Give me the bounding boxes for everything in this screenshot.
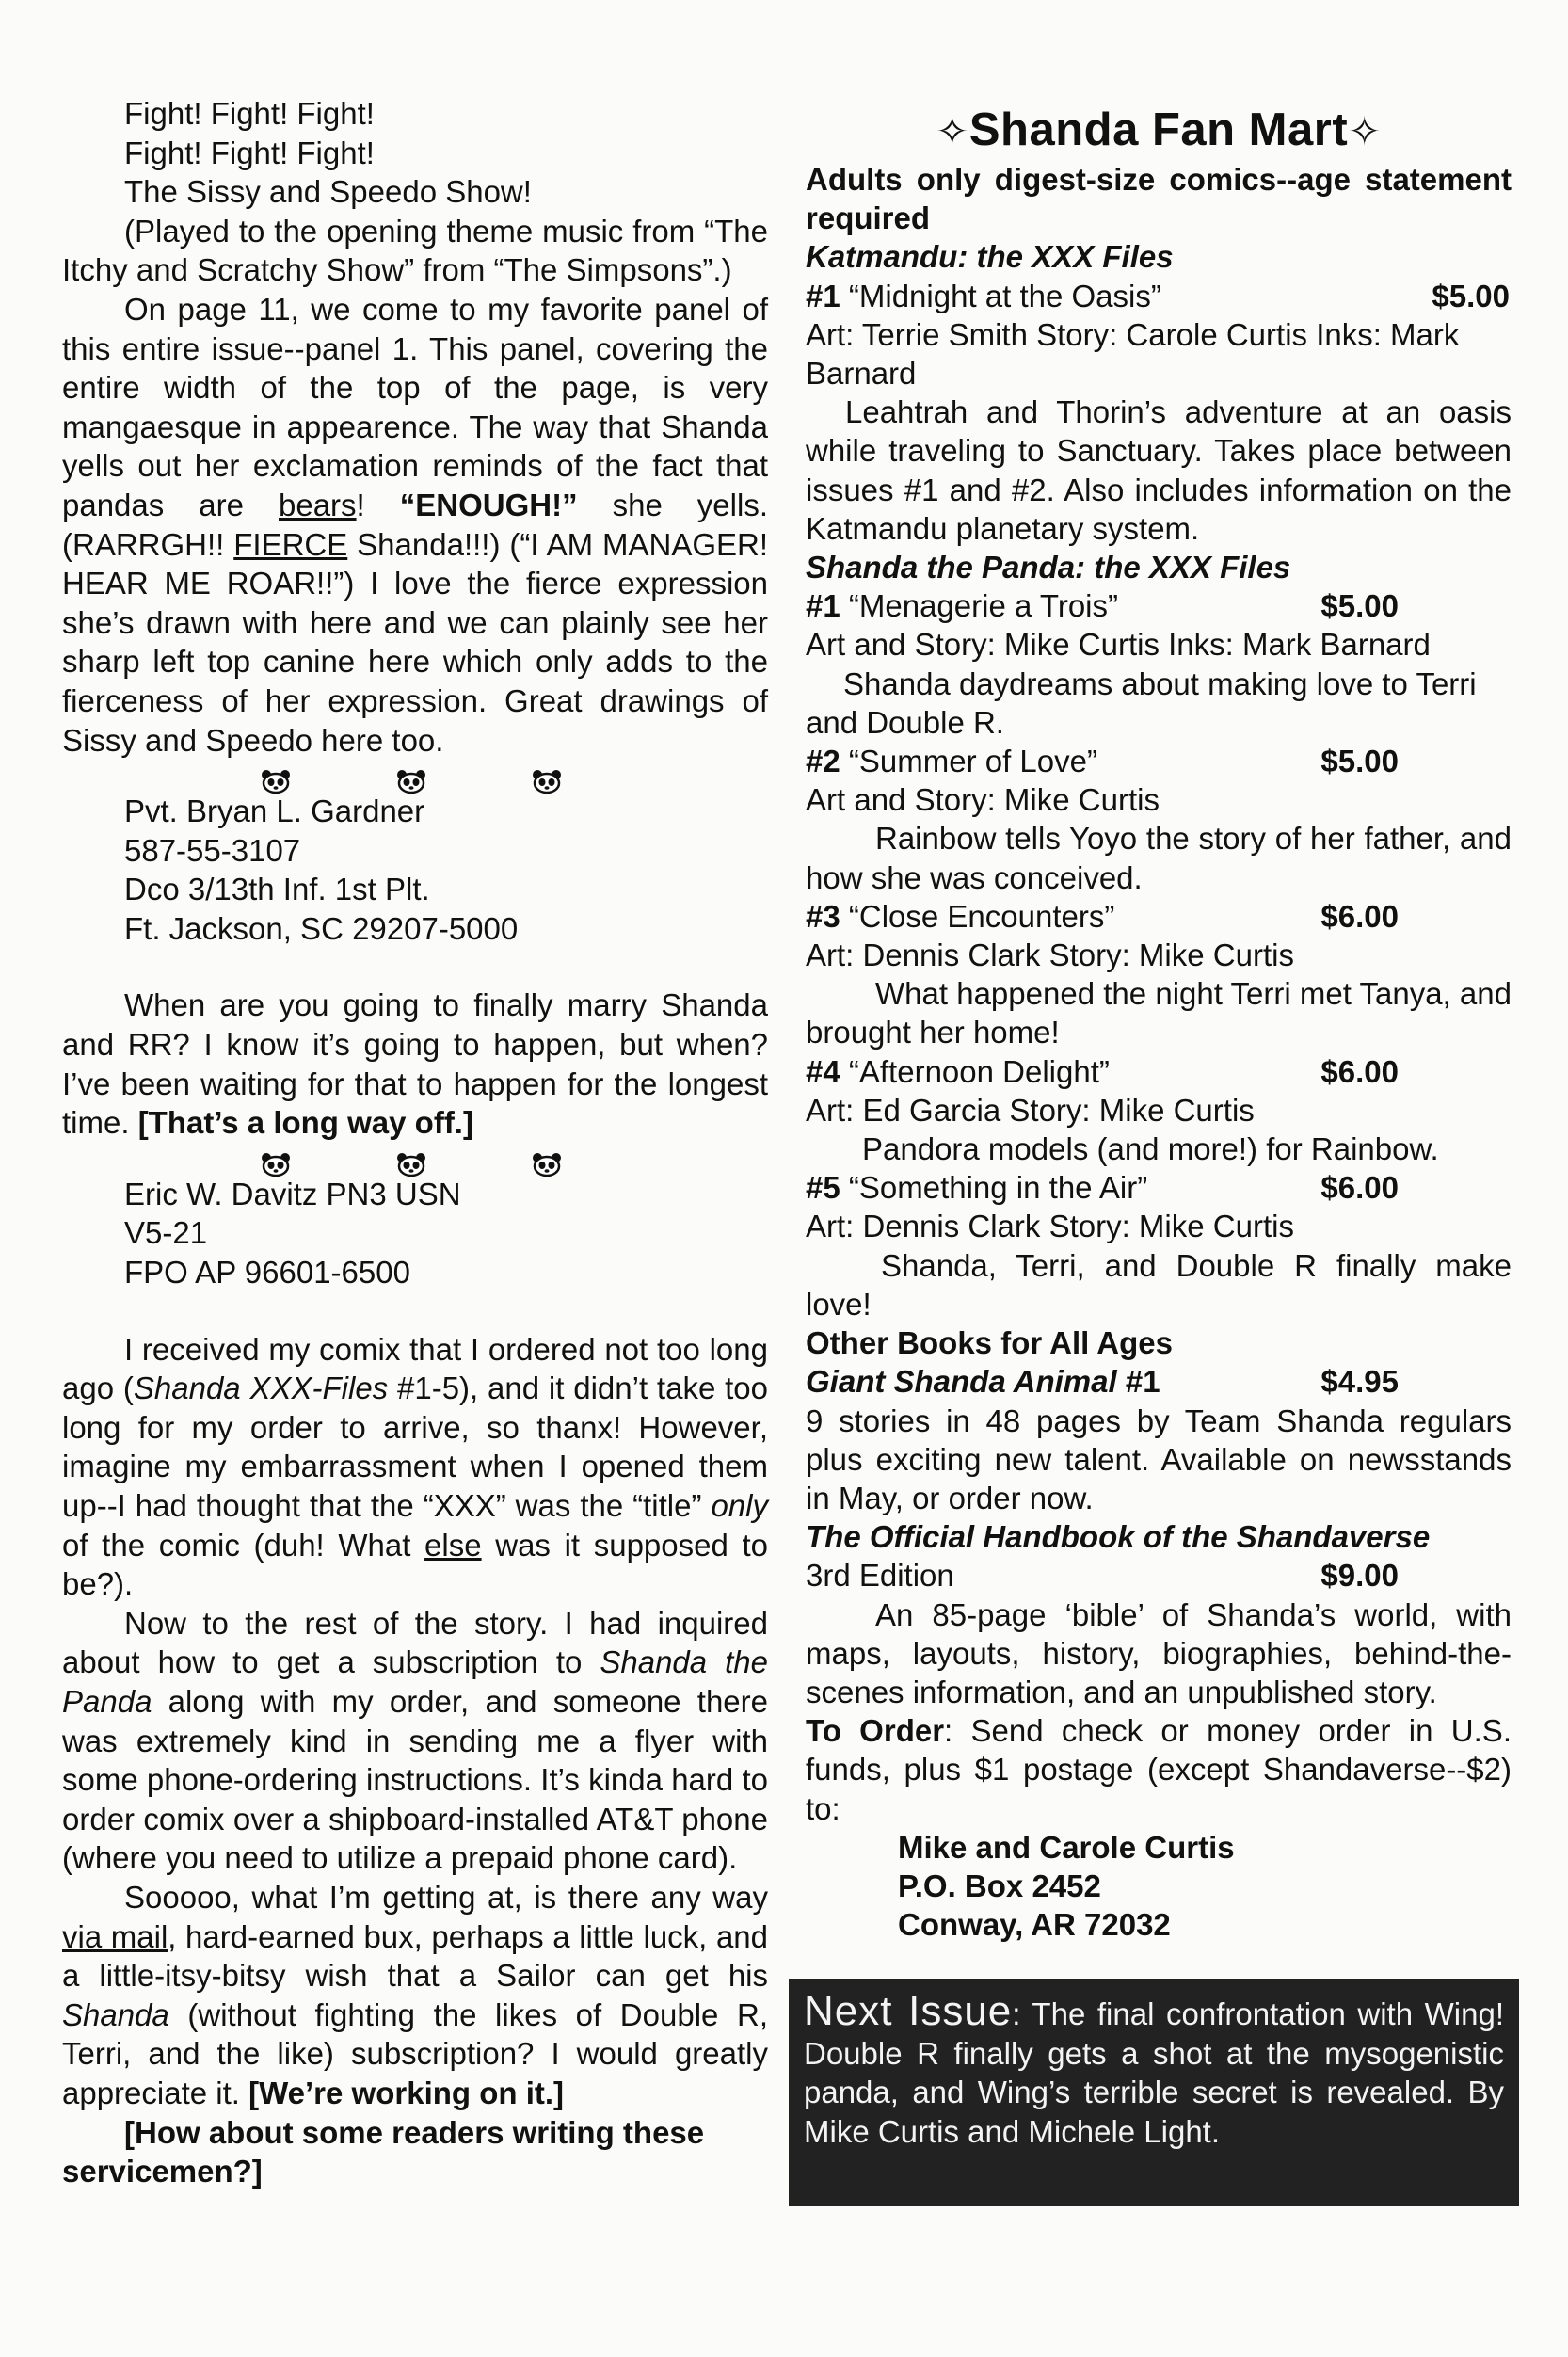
item-credits: Art: Ed Garcia Story: Mike Curtis: [806, 1092, 1255, 1128]
item-description: Shanda, Terri, and Double R finally make love!: [806, 1247, 1512, 1322]
adults-note: Adults only digest-size comics--age statement required: [806, 162, 1512, 236]
item-description: Leahtrah and Thorin’s adventure at an oasis while traveling to Sanctuary. Takes place between issues #1 and #2. Also includes information on the Katmandu planetary system.: [806, 394, 1512, 546]
order-address-line: Mike and Carole Curtis: [898, 1829, 1235, 1865]
star-icon: ✧: [936, 109, 969, 153]
order-instructions: To Order: Send check or money order in U.S. funds, plus $1 postage (except Shandaverse--$2) to:: [806, 1713, 1512, 1826]
chant-line-1: Fight! Fight! Fight!: [124, 96, 375, 131]
katmandu-item-1: #1 “Midnight at the Oasis” $5.00: [806, 278, 1510, 313]
shanda-heading: Shanda the Panda: the XXX Files: [806, 550, 1291, 585]
fan-mart-title: ✧Shanda Fan Mart✧: [936, 104, 1382, 155]
letter3-paragraph-2: Now to the rest of the story. I had inquired about how to get a subscription to Shanda the Panda along with my order, and someone there was extremely kind in sending me a flyer with some phone-ordering instructions. It’s kinda hard to order comix over a shipboard-installed AT&T phone (where you need to utilize a prepaid phone card).: [62, 1605, 768, 1876]
fan-mart-column: [806, 102, 1512, 1944]
handbook-title: The Official Handbook of the Shandaverse: [806, 1519, 1431, 1555]
chant-line-2: Fight! Fight! Fight!: [124, 135, 375, 170]
item-credits: Art: Dennis Clark Story: Mike Curtis: [806, 1209, 1294, 1244]
item-description: Shanda daydreams about making love to Terri and Double R.: [806, 665, 1477, 740]
panda-head-icon: [260, 763, 292, 788]
order-address-line: Conway, AR 72032: [898, 1907, 1171, 1943]
shanda-item-4: #4 “Afternoon Delight” $6.00: [806, 1053, 1399, 1089]
address-line: Ft. Jackson, SC 29207-5000: [124, 910, 519, 946]
letter3-paragraph-1: I received my comix that I ordered not too long ago (Shanda XXX-Files #1-5), and it didn’t take too long for my order to arrive, so thanx! However, imagine my embarrassment when I opened them up--I had thought that the “XXX” was the “title” only of the comic (duh! What else was it supposed to be?).: [62, 1331, 769, 1602]
panda-head-icon: [395, 1146, 427, 1171]
address-line: Eric W. Davitz PN3 USN: [124, 1176, 461, 1211]
address-line: Dco 3/13th Inf. 1st Plt.: [124, 872, 430, 907]
order-address-line: P.O. Box 2452: [898, 1868, 1101, 1903]
item-credits: Art and Story: Mike Curtis Inks: Mark Barnard: [806, 627, 1431, 663]
address-line: Pvt. Bryan L. Gardner: [124, 794, 425, 829]
next-issue-heading: Next Issue: [804, 1988, 1013, 2034]
panda-head-icon: [395, 763, 427, 788]
katmandu-heading: Katmandu: the XXX Files: [806, 239, 1174, 275]
letters-column: [62, 94, 768, 2191]
item-credits: Art: Terrie Smith Story: Carole Curtis Inks: Mark Barnard: [806, 316, 1460, 392]
shanda-item-5: #5 “Something in the Air” $6.00: [806, 1170, 1399, 1206]
letter3-paragraph-3: Sooooo, what I’m getting at, is there any way via mail, hard-earned bux, perhaps a little luck, and a little-itsy-bitsy wish that a Sailor can get his Shanda (without fighting the likes of Double R, Terri, and the like) subscription? I would greatly appreciate it. [We’re working on it.]: [62, 1879, 769, 2110]
separator-1: [62, 760, 768, 792]
next-issue-text: : The final confrontation with Wing! Double R finally gets a shot at the mysogenistic panda, and Wing’s terrible secret is revealed. By Mike Curtis and Michele Light.: [804, 1996, 1504, 2149]
chant-line-3: The Sissy and Speedo Show!: [124, 174, 532, 210]
giant-shanda-item: Giant Shanda Animal #1 $4.95: [806, 1364, 1399, 1400]
address-line: FPO AP 96601-6500: [124, 1255, 410, 1291]
panda-head-icon: [260, 1146, 292, 1171]
star-icon: ✧: [1348, 109, 1382, 153]
shanda-item-2: #2 “Summer of Love” $5.00: [806, 744, 1399, 779]
item-description: Rainbow tells Yoyo the story of her father, and how she was conceived.: [806, 821, 1512, 895]
separator-2: [62, 1143, 768, 1175]
shanda-item-3: #3 “Close Encounters” $6.00: [806, 898, 1399, 934]
item-description: Pandora models (and more!) for Rainbow.: [862, 1131, 1439, 1167]
item-description: 9 stories in 48 pages by Team Shanda regulars plus exciting new talent. Available on newsstands in May, or order now.: [806, 1403, 1512, 1515]
next-issue-box: [789, 1979, 1519, 2206]
panda-head-icon: [531, 1146, 563, 1171]
handbook-item: 3rd Edition $9.00: [806, 1558, 1399, 1594]
letter2-paragraph: When are you going to finally marry Shanda and RR? I know it’s going to happen, but when? I’ve been waiting for that to happen for the longest time. [That’s a long way off.]: [62, 987, 768, 1141]
played-note: (Played to the opening theme music from “The Itchy and Scratchy Show” from “The Simpsons”.): [62, 213, 768, 288]
panda-head-icon: [531, 763, 563, 788]
other-books-heading: Other Books for All Ages: [806, 1325, 1173, 1361]
address-line: V5-21: [124, 1215, 208, 1251]
editor-closing: [How about some readers writing these servicemen?]: [62, 2114, 705, 2189]
item-credits: Art: Dennis Clark Story: Mike Curtis: [806, 938, 1294, 973]
address-line: 587-55-3107: [124, 832, 301, 868]
item-description: An 85-page ‘bible’ of Shanda’s world, with maps, layouts, history, biographies, behind-the-scenes information, and an unpublished story.: [806, 1596, 1512, 1709]
item-credits: Art and Story: Mike Curtis: [806, 782, 1160, 818]
item-description: What happened the night Terri met Tanya, and brought her home!: [806, 976, 1512, 1050]
letter1-paragraph: On page 11, we come to my favorite panel of this entire issue--panel 1. This panel, covering the entire width of the top of the page, is very mangaesque in appearence. The way that Shanda yells out her exclamation reminds of the fact that pandas are bears! “ENOUGH!” she yells. (RARRGH!! FIERCE Shanda!!!) (“I AM MANAGER! HEAR ME ROAR!!”) I love the fierce expression she’s drawn with here and we can plainly see her sharp left top canine here which only adds to the fierceness of her expression. Great drawings of Sissy and Speedo here too.: [62, 291, 769, 758]
shanda-item-1: #1 “Menagerie a Trois” $5.00: [806, 588, 1399, 624]
